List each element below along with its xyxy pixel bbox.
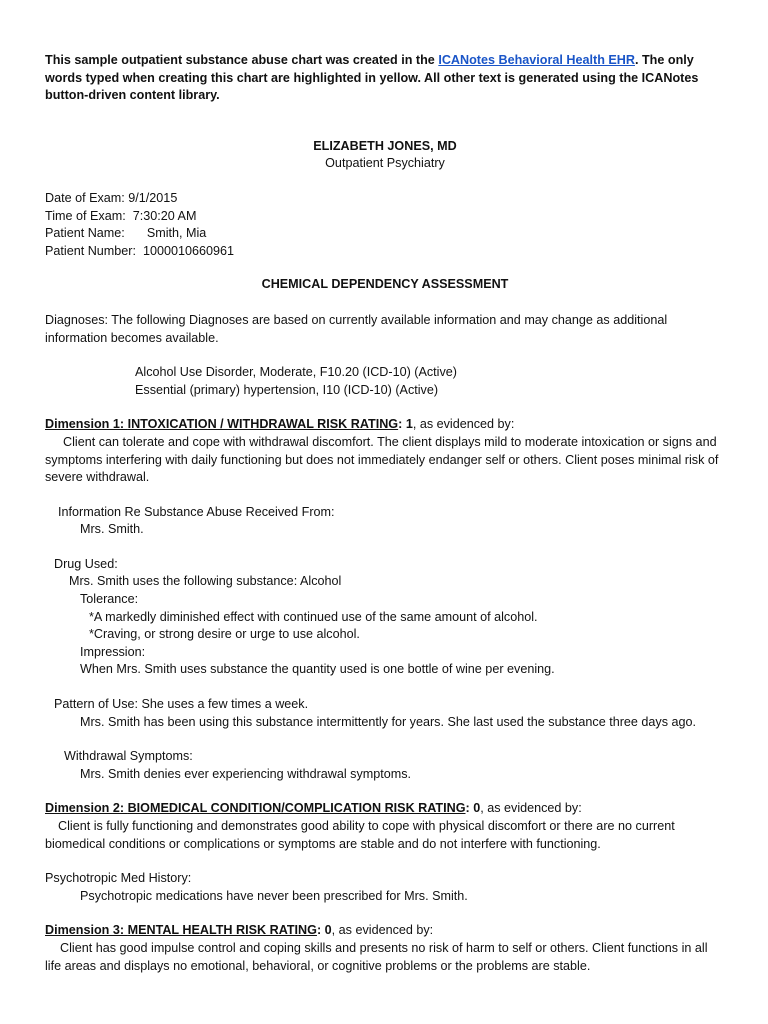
dimension1-description: Client can tolerate and cope with withdrawal discomfort. The client displays mild to moderate intoxication or signs and symptoms interfering with daily functioning but does not immediately endanger self or others. Client poses minimal risk of severe withdrawal. bbox=[45, 434, 719, 485]
dimension3-description: Client has good impulse control and coping skills and presents no risk of harm to self or others. Client functions in all life areas and displays no emotional, behavioral, or cognitive problems or the problems are stable. bbox=[45, 940, 708, 973]
dimension2-description: Client is fully functioning and demonstrates good ability to cope with physical discomfort or there are no current biomedical conditions or complications or symptoms are stable and do not interfere with functioning. bbox=[45, 819, 675, 851]
dimension2-rating: 0 bbox=[473, 801, 481, 816]
doctor-name: ELIZABETH JONES, MD bbox=[313, 138, 457, 153]
impression-label: Impression: bbox=[80, 644, 146, 659]
intro-paragraph bbox=[45, 52, 725, 105]
dimension3-heading bbox=[45, 922, 725, 940]
dimension2-title: BIOMEDICAL CONDITION/COMPLICATION RISK RATING bbox=[127, 801, 466, 816]
dimension3-rating: 0 bbox=[324, 923, 332, 938]
pattern-of-use-label: Pattern of Use: She uses a few times a week. bbox=[54, 697, 309, 712]
impression-value: When Mrs. Smith uses substance the quantity used is one bottle of wine per evening. bbox=[80, 662, 555, 677]
patient-number-value: 1000010660961 bbox=[143, 243, 235, 258]
med-history-label: Psychotropic Med History: bbox=[45, 871, 192, 886]
exam-time-value: 7:30:20 AM bbox=[132, 208, 197, 223]
exam-date-row bbox=[45, 190, 725, 208]
dimension2-prefix: Dimension 2: bbox=[45, 801, 128, 816]
dimension1-colon: : bbox=[398, 417, 406, 432]
dimension1-prefix: Dimension 1: bbox=[45, 417, 128, 432]
patient-name-value: Smith, Mia bbox=[146, 226, 207, 241]
patient-name-row bbox=[45, 225, 725, 243]
diagnosis-item: Essential (primary) hypertension, I10 (ICD-10) (Active) bbox=[135, 382, 439, 397]
dimension2-colon: : bbox=[465, 801, 474, 816]
patient-name-label: Patient Name: bbox=[45, 226, 125, 241]
intro-after-link: . The only words typed when creating this chart are highlighted in yellow. All other text is generated using the ICANotes button-driven content library. bbox=[45, 53, 699, 103]
diagnoses-intro: Diagnoses: The following Diagnoses are based on currently available information and may change as additional information becomes available. bbox=[45, 312, 668, 345]
withdrawal-symptoms-value: Mrs. Smith denies ever experiencing withdrawal symptoms. bbox=[80, 766, 412, 781]
drug-used-label: Drug Used: bbox=[54, 556, 118, 571]
icanotes-link[interactable]: ICANotes Behavioral Health EHR bbox=[438, 53, 635, 67]
exam-date-value: 9/1/2015 bbox=[128, 190, 178, 205]
dimension1-heading bbox=[45, 416, 725, 434]
exam-date-label: Date of Exam: bbox=[45, 190, 125, 205]
patient-number-row bbox=[45, 243, 725, 261]
drug-used-line: Mrs. Smith uses the following substance: Alcohol bbox=[69, 574, 342, 589]
assessment-title: CHEMICAL DEPENDENCY ASSESSMENT bbox=[261, 277, 509, 292]
dimension1-rating: 1 bbox=[405, 417, 413, 432]
chart-page bbox=[45, 52, 725, 975]
department-name: Outpatient Psychiatry bbox=[325, 156, 445, 171]
dimension2-evidenced: , as evidenced by: bbox=[480, 801, 582, 816]
tolerance-item: *Craving, or strong desire or urge to use alcohol. bbox=[89, 627, 360, 642]
dimension1-title: INTOXICATION / WITHDRAWAL RISK RATING bbox=[127, 417, 399, 432]
patient-number-label: Patient Number: bbox=[45, 243, 136, 258]
exam-time-label: Time of Exam: bbox=[45, 208, 126, 223]
withdrawal-symptoms-label: Withdrawal Symptoms: bbox=[64, 749, 193, 764]
info-source-value: Mrs. Smith. bbox=[80, 522, 144, 537]
exam-time-row bbox=[45, 208, 725, 226]
dimension1-evidenced: , as evidenced by: bbox=[412, 417, 515, 432]
tolerance-label: Tolerance: bbox=[80, 592, 139, 607]
dimension3-evidenced: , as evidenced by: bbox=[331, 923, 434, 938]
tolerance-item: *A markedly diminished effect with continued use of the same amount of alcohol. bbox=[89, 609, 538, 624]
intro-before-link: This sample outpatient substance abuse chart was created in the bbox=[45, 53, 439, 67]
pattern-of-use-value: Mrs. Smith has been using this substance intermittently for years. She last used the substance three days ago. bbox=[80, 714, 697, 729]
dimension3-colon: : bbox=[316, 923, 325, 938]
dimension2-heading bbox=[45, 800, 725, 818]
dimension3-title: MENTAL HEALTH RISK RATING bbox=[127, 923, 317, 938]
med-history-value: Psychotropic medications have never been prescribed for Mrs. Smith. bbox=[80, 888, 468, 903]
dimension3-prefix: Dimension 3: bbox=[45, 923, 128, 938]
info-source-label: Information Re Substance Abuse Received From: bbox=[58, 504, 335, 519]
diagnosis-item: Alcohol Use Disorder, Moderate, F10.20 (ICD-10) (Active) bbox=[135, 365, 457, 380]
